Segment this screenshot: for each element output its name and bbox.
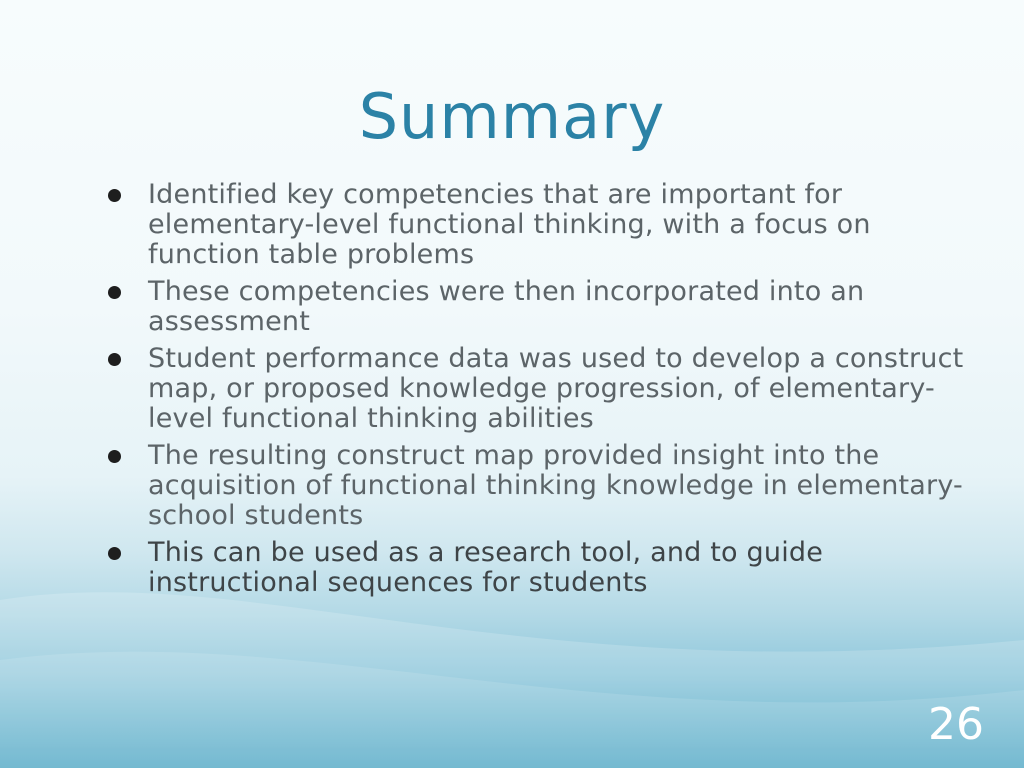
bullet-icon bbox=[108, 353, 121, 366]
bullet-icon bbox=[108, 450, 121, 463]
bullet-item bbox=[106, 441, 966, 531]
slide-number: 26 bbox=[928, 699, 984, 750]
bullet-icon bbox=[108, 547, 121, 560]
bullet-item bbox=[106, 180, 966, 270]
bullet-item bbox=[106, 538, 966, 598]
bullet-text: Identified key competencies that are important for elementary-level functional thinking, with a focus on function table problems bbox=[148, 179, 871, 270]
bullet-item bbox=[106, 277, 966, 337]
bullet-list bbox=[106, 180, 966, 605]
bullet-item bbox=[106, 344, 966, 434]
bullet-icon bbox=[108, 189, 121, 202]
bullet-text: This can be used as a research tool, and to guide instructional sequences for students bbox=[148, 537, 824, 598]
bullet-text: The resulting construct map provided insight into the acquisition of functional thinking knowledge in elementary-school students bbox=[148, 440, 963, 531]
bullet-text: These competencies were then incorporated into an assessment bbox=[148, 276, 865, 337]
bullet-text: Student performance data was used to develop a construct map, or proposed knowledge progression, of elementary-level functional thinking abilities bbox=[148, 343, 964, 434]
bullet-icon bbox=[108, 286, 121, 299]
slide-title: Summary bbox=[358, 80, 666, 153]
